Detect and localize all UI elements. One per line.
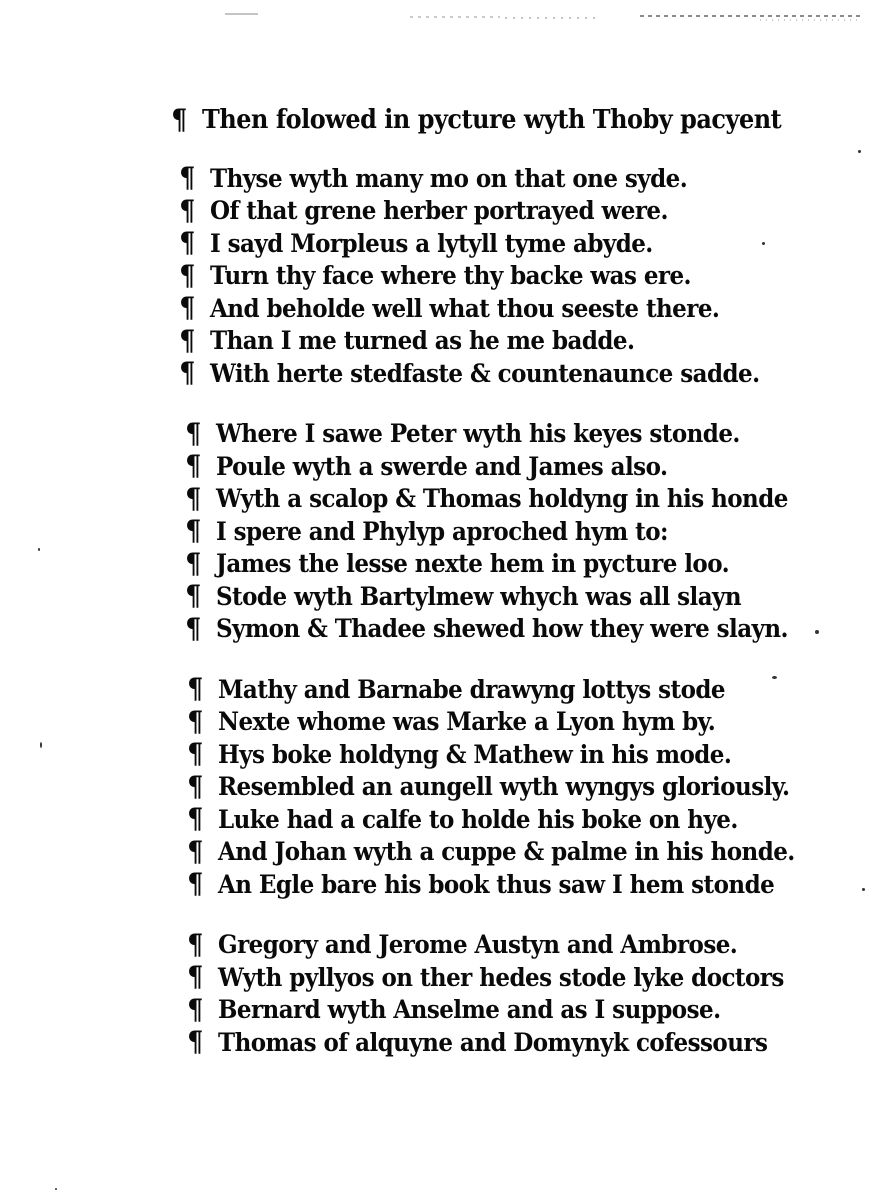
pilcrow-icon: ¶ xyxy=(187,802,203,836)
scan-noise-top xyxy=(0,0,879,40)
page-heading xyxy=(170,98,830,142)
verse-line-text: With herte stedfaste & countenaunce sadde. xyxy=(210,358,760,388)
pilcrow-icon: ¶ xyxy=(185,449,201,483)
pilcrow-icon: ¶ xyxy=(185,611,201,645)
verse-line xyxy=(184,483,830,516)
verse-line xyxy=(184,548,830,581)
pilcrow-icon: ¶ xyxy=(179,323,195,357)
verse-line xyxy=(178,260,830,293)
verse-line-text: Nexte whome was Marke a Lyon hym by. xyxy=(218,707,716,737)
verse-line-text: Mathy and Barnabe drawyng lottys stode xyxy=(218,674,725,704)
verse-line xyxy=(186,706,830,739)
scan-speck xyxy=(862,888,865,891)
pilcrow-icon: ¶ xyxy=(187,992,203,1026)
stanza xyxy=(178,162,830,390)
verse-line xyxy=(178,357,830,390)
stanza xyxy=(184,418,830,646)
verse-line xyxy=(184,515,830,548)
scan-speck xyxy=(858,150,861,153)
verse-line-text: James the lesse nexte hem in pycture loo. xyxy=(216,549,730,579)
pilcrow-icon: ¶ xyxy=(179,291,195,325)
verse-line xyxy=(186,738,830,771)
verse-line xyxy=(186,961,830,994)
pilcrow-icon: ¶ xyxy=(185,514,201,548)
scan-speck xyxy=(55,1188,57,1190)
verse-line xyxy=(178,195,830,228)
verse-line xyxy=(186,994,830,1027)
verse-line xyxy=(178,292,830,325)
pilcrow-icon: ¶ xyxy=(179,161,195,195)
verse-line-text: And beholde well what thou seeste there. xyxy=(210,293,720,323)
pilcrow-icon: ¶ xyxy=(185,546,201,580)
pilcrow-icon: ¶ xyxy=(187,1025,203,1059)
stanza xyxy=(186,929,830,1059)
verse-line-text: And Johan wyth a cuppe & palme in his honde. xyxy=(218,837,795,867)
verse-line xyxy=(186,1026,830,1059)
pilcrow-icon: ¶ xyxy=(179,356,195,390)
verse-line-text: I sayd Morpleus a lytyll tyme abyde. xyxy=(210,228,653,258)
verse-line xyxy=(178,227,830,260)
pilcrow-icon: ¶ xyxy=(187,960,203,994)
pilcrow-icon: ¶ xyxy=(179,258,195,292)
stanza xyxy=(186,673,830,901)
verse-line-text: An Egle bare his book thus saw I hem stonde xyxy=(218,869,775,899)
verse-line xyxy=(184,613,830,646)
pilcrow-icon: ¶ xyxy=(187,769,203,803)
verse-line xyxy=(184,450,830,483)
verse-line xyxy=(184,418,830,451)
pilcrow-icon: ¶ xyxy=(179,193,195,227)
verse-line-text: Than I me turned as he me badde. xyxy=(210,326,635,356)
verse-line-text: Bernard wyth Anselme and as I suppose. xyxy=(218,995,721,1025)
scan-speck xyxy=(772,676,777,679)
verse-line-text: Gregory and Jerome Austyn and Ambrose. xyxy=(218,930,738,960)
pilcrow-icon: ¶ xyxy=(185,416,201,450)
verse-line-text: Wyth a scalop & Thomas holdyng in his honde xyxy=(216,484,788,514)
verse-line-text: Stode wyth Bartylmew whych was all slayn xyxy=(216,581,742,611)
heading-text: Then folowed in pycture wyth Thoby pacyent xyxy=(202,105,782,135)
pilcrow-icon: ¶ xyxy=(187,672,203,706)
scan-speck xyxy=(38,548,40,551)
verse-line xyxy=(186,836,830,869)
verse-line-text: Resembled an aungell wyth wyngys gloriously. xyxy=(218,772,790,802)
verse-text-block xyxy=(170,98,830,1087)
verse-line xyxy=(186,771,830,804)
pilcrow-icon: ¶ xyxy=(171,103,187,136)
verse-line xyxy=(186,868,830,901)
pilcrow-icon: ¶ xyxy=(187,867,203,901)
verse-line-text: Hys boke holdyng & Mathew in his mode. xyxy=(218,739,732,769)
pilcrow-icon: ¶ xyxy=(185,579,201,613)
verse-line-text: Of that grene herber portrayed were. xyxy=(210,196,668,226)
pilcrow-icon: ¶ xyxy=(179,226,195,260)
verse-line-text: Turn thy face where thy backe was ere. xyxy=(210,261,692,291)
verse-line-text: I spere and Phylyp aproched hym to: xyxy=(216,516,668,546)
verse-line-text: Luke had a calfe to holde his boke on hye. xyxy=(218,804,738,834)
verse-line xyxy=(186,929,830,962)
verse-line xyxy=(186,673,830,706)
verse-line xyxy=(186,803,830,836)
verse-line-text: Where I sawe Peter wyth his keyes stonde. xyxy=(216,419,740,449)
verse-line-text: Thomas of alquyne and Domynyk cofessours xyxy=(218,1027,768,1057)
verse-line xyxy=(178,162,830,195)
verse-line-text: Thyse wyth many mo on that one syde. xyxy=(210,163,688,193)
verse-line-text: Wyth pyllyos on ther hedes stode lyke doctors xyxy=(218,962,784,992)
verse-line xyxy=(178,325,830,358)
pilcrow-icon: ¶ xyxy=(187,704,203,738)
pilcrow-icon: ¶ xyxy=(185,481,201,515)
verse-line xyxy=(184,580,830,613)
verse-line-text: Symon & Thadee shewed how they were slayn. xyxy=(216,614,788,644)
scan-speck xyxy=(40,742,42,748)
scan-speck xyxy=(815,630,819,634)
pilcrow-icon: ¶ xyxy=(187,737,203,771)
scan-speck xyxy=(762,242,765,245)
pilcrow-icon: ¶ xyxy=(187,927,203,961)
verse-line-text: Poule wyth a swerde and James also. xyxy=(216,451,668,481)
pilcrow-icon: ¶ xyxy=(187,834,203,868)
